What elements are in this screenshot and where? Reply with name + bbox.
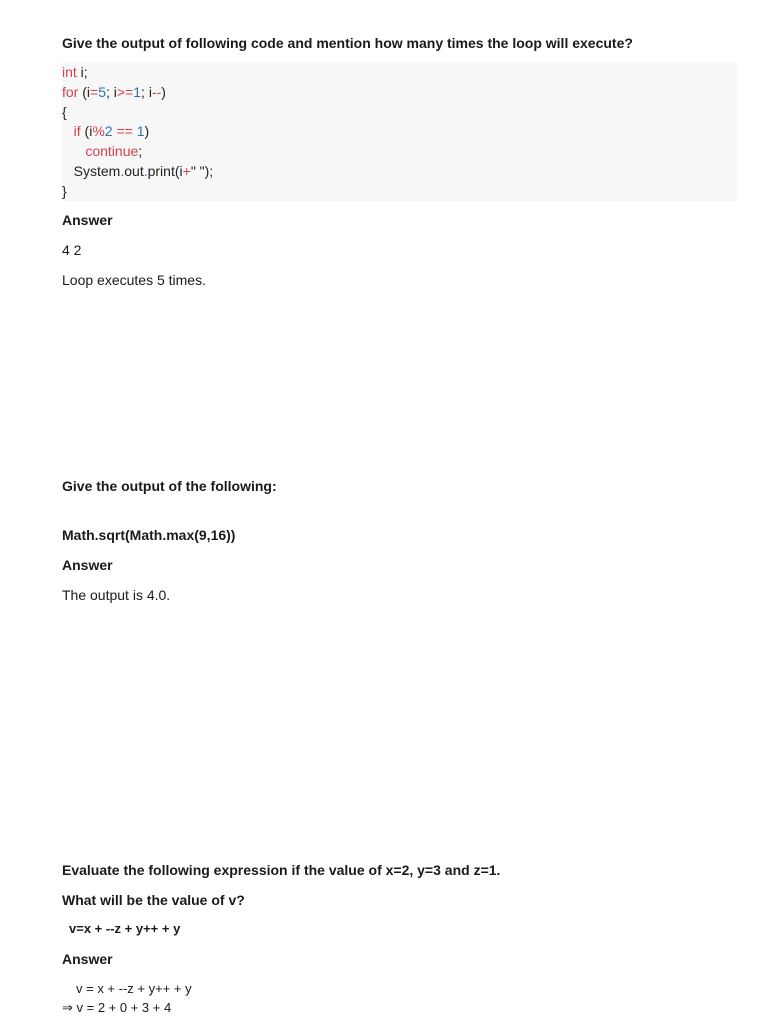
code-text: ) [144, 123, 150, 140]
keyword-int: int [62, 64, 77, 80]
operator: . [143, 162, 148, 179]
question-3-title: Evaluate the following expression if the value of x=2, y=3 and z=1. [62, 862, 501, 878]
code-line-3 [62, 103, 737, 123]
calc-step-1: v = x + --z + y++ + y [76, 981, 192, 996]
number-literal: 1 [136, 123, 145, 140]
answer-label-2: Answer [62, 557, 113, 573]
question-2-title: Give the output of the following: [62, 478, 277, 494]
question-3-expression: v=x + --z + y++ + y [69, 921, 181, 936]
answer-label-3: Answer [62, 951, 113, 967]
code-text: out [124, 162, 144, 179]
question-1-title: Give the output of following code and mention how many times the loop will execute? [62, 35, 633, 51]
question-3-subquestion: What will be the value of v? [62, 892, 245, 908]
operator: + [182, 162, 191, 179]
code-text: (i [80, 123, 93, 140]
code-text: " "); [190, 162, 214, 179]
code-text: i; [76, 64, 88, 80]
code-text: ; i [106, 83, 117, 100]
code-line-5 [62, 142, 737, 162]
code-line-4 [62, 122, 737, 142]
loop-count-note: Loop executes 5 times. [62, 272, 206, 288]
answer-label-1: Answer [62, 212, 113, 228]
number-literal: 2 [104, 123, 113, 140]
code-text: ; [138, 143, 143, 160]
keyword-continue: continue [85, 143, 139, 160]
code-line-6 [62, 162, 737, 182]
code-text: } [62, 182, 67, 199]
operator: == [112, 123, 137, 140]
operator: -- [151, 83, 162, 100]
code-text: ; i [141, 83, 152, 100]
question-2-expression: Math.sqrt(Math.max(9,16)) [62, 527, 236, 543]
code-line-7 [62, 182, 737, 202]
keyword-if: if [73, 123, 81, 140]
number-literal: 1 [133, 83, 142, 100]
calc-step-2-text: v = 2 + 0 + 3 + 4 [72, 1000, 172, 1015]
code-line-1 [62, 63, 737, 83]
code-block [62, 62, 737, 201]
code-text: (i [78, 83, 91, 100]
answer-output-1: 4 2 [62, 242, 82, 258]
code-text: { [62, 103, 67, 120]
code-text: ) [161, 83, 166, 100]
code-line-2 [62, 83, 737, 103]
implies-icon: ⇒ [62, 1000, 73, 1015]
code-text: System [73, 162, 121, 179]
operator: % [92, 123, 105, 140]
code-text: print(i [147, 162, 183, 179]
operator: >= [116, 83, 134, 100]
answer-output-2: The output is 4.0. [62, 587, 171, 603]
operator: . [120, 162, 125, 179]
operator: = [90, 83, 99, 100]
calc-step-2 [62, 998, 171, 1018]
number-literal: 5 [98, 83, 106, 100]
keyword-for: for [62, 83, 79, 100]
